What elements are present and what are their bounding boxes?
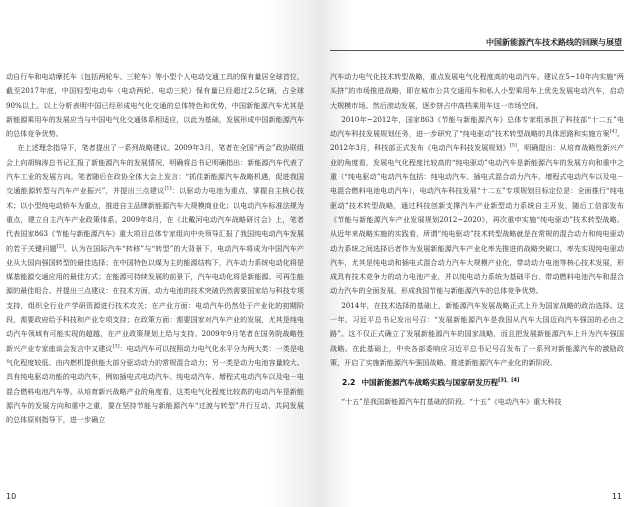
- left-paragraph-2-text-d: ：电动汽车可以按照动力电气化水平分为两大类：一类是电气化程度较低、由内燃机提供能大部分驱动动力的常规混合动力；另一类是动力电池容量较大、具有纯电驱动功能的电动汽车，例如插电式电动汽车、纯电动汽车、增程式电动汽车以及电－电混合燃料电池汽车等。从培育新兴战略产业的角度看，这类电气化程度比较高的电动汽车是新能源汽车的发展方向和重中之重，要在坚持节能与新能源汽车“过渡与转型”并行互动、共同发展的总体原则指导下，进一步确立: [6, 343, 305, 425]
- left-paragraph-2-text-b: ：以驱动力电池为重点，掌握自主核心技术；以小型纯电动轿车为重点，推进自主品牌新能源汽车大规模商业化；以电动汽车标准法规为重点，建立自主汽车产业政策体系。2009年8月，在《北戴河电动汽车战略研讨会》上，笔者代表国家863《节能与新能源汽车》重大项目总体专家组向中央领导汇报了我国纯电动汽车发展的若干关键问题: [6, 186, 304, 253]
- left-paragraph-1-text: 动自行车和电动摩托车（包括两轮车、三轮车）等小型个人电动交通工具的保有量居全球首位，截至2017年底，中国轻型电动车（电动两轮、电动三轮）保有量已经超过2.5亿辆，占全球90%以上。以上分析表明中国已经形成电气化交通的总体特色和优势，中国新能源汽车尤其是新能源乘用车的发展应当与中国电气化交通体系相适应，以此为基础，发展形成中国新能源汽车的总体竞争优势。: [6, 72, 304, 139]
- right-paragraph-2-text: 2010年~2012年，国家863《节能与新能源汽车》总体专家组承担了科技部“十二五”电动汽车科技发展规划任务，进一步研究了“纯电驱动”技术转型战略的具体思路和实施方案: [330, 114, 624, 139]
- right-page-body: [330, 70, 624, 410]
- right-paragraph-2: [330, 113, 624, 299]
- header-rule: [330, 50, 624, 51]
- running-header: 中国新能源汽车技术路线的回顾与展望: [486, 38, 622, 47]
- left-page-body: [6, 70, 304, 427]
- right-paragraph-2-text-b: 。2012年3月，科技部正式发布《电动汽车科技发展规划》: [330, 129, 624, 153]
- right-paragraph-1: [330, 70, 624, 113]
- left-paragraph-2-text-c: 。认为在国际汽车“转移”与“转型”的大背景下，电动汽车将成为中国汽车产业从大国向强国转型的最佳选择；在中国特色以煤为主的能源结构下，汽车动力系统电动化将是煤基能源交通应用的最佳方式；在能源可持续发展的前景下，汽车电动化将是新能源、可再生能源的最佳组合。并提出三点建议：在技术方面，动力电池的技术突破仍然需要国家给与科技专项支持，组织全行业产学研资源进行技术攻关；在产业方面：电动汽车仍然处于产业化的初期阶段，需要政府给予科技和产业专项支持；在政策方面：需要国家对汽车产业的发展，尤其是纯电动汽车领域有可能实现的超越，在产业政策规划上给与支持。2009年9月笔者在国务院战略性新兴产业专家座谈会发言中又建议: [6, 243, 304, 353]
- right-paragraph-3: [330, 299, 624, 370]
- section-heading: [342, 377, 624, 389]
- right-paragraph-1-text: 汽车动力电气化技术转型战略，重点发展电气化程度高的电动汽车。建议在5~10年内实施“两头挤”的市场推进战略，即在城市公共交通用车和私人小型乘用车上优先发展电动汽车，启动大规模市场。然后滚动发展，逐步挤占中高档乘用车这一市场空间。: [330, 72, 624, 110]
- citation-2: [2]: [56, 243, 64, 250]
- left-paragraph-2: [6, 141, 304, 427]
- citation-4: [4]: [609, 128, 617, 135]
- citation-3: [3]: [112, 343, 120, 350]
- right-paragraph-2-text-c: ，明确提出：从培育战略性新兴产业的角度看，发展电气化程度比较高的“纯电驱动”电动汽车是新能源汽车的发展方向和重中之重（“纯电驱动”电动汽车包括：纯电动汽车、插电式混合动力汽车、增程式电动汽车以及电－电混合燃料电池电动汽车），电动汽车科技发展“十二五”专项规划目标定位是：全面推行“纯电驱动”技术转型战略，通过科技创新支撑汽车产业新型动力系统自主开发，随后工信部发布《节能与新能源汽车产业发展规划2012~2020》，再次重申实施“纯电驱动”技术转型战略。从近年来战略实施的实践看，所谓“纯电驱动”技术转型战略就是在常规的混合动力和纯电驱动动力系统之间选择后者作为发展新能源汽车产业化率先推进的战略突破口，率先实现纯电驱动汽车，尤其是纯电动和插电式混合动力汽车大规模产业化，带动动力电池等核心技术发展，形成具有技术竞争力的动力电池产业，并以纯电动力系统为基础平台，带动燃料电池汽车和混合动力汽车的全面发展，形成我国节能与新能源汽车的总体竞争优势。: [330, 143, 624, 296]
- right-page: [316, 0, 632, 507]
- section-citation: [3]，[4]: [498, 377, 520, 384]
- right-page-number: 11: [611, 492, 622, 501]
- right-paragraph-4: [330, 395, 624, 409]
- left-paragraph-1: [6, 70, 304, 141]
- citation-1: [1]: [164, 186, 172, 193]
- right-paragraph-3-text: 2014年，在技术选择的基础上，新能源汽车发展战略正式上升为国家战略的政治选择。这一年，习近平总书记发出号召：“发展新能源汽车是我国从汽车大国迈向汽车强国的必由之路”。这不仅正式确立了发展新能源汽车的国家战略，而且把发展新能源汽车上升为汽车强国战略。在此基础上，中央各部委响应习近平总书记号召发布了一系列对新能源汽车的激励政策，开启了实施新能源汽车强国战略、推进新能源汽车产业化的新阶段。: [330, 300, 624, 367]
- left-paragraph-2-text: 在上述理念指导下，笔者提出了一系列战略建议。2009年3月，笔者在全国“两会”政协联组会上向胡锦涛总书记汇报了新能源汽车的发展情况，明确将总书记明确指出：新能源汽车代表了汽车工业的发展方向。笔者随后在政协全体大会上发言：“抓住新能源汽车战略机遇，促进我国交通能源转型与汽车产业振兴”，并提出三点建议: [6, 143, 304, 196]
- section-title: 中国新能源汽车战略实践与国家研发历程: [361, 378, 499, 388]
- section-number: 2.2: [342, 378, 356, 388]
- right-paragraph-4-text: “十五”是我国新能源汽车打基础的阶段。“十五”《电动汽车》重大科技: [341, 397, 562, 407]
- citation-5: [5]: [509, 143, 517, 150]
- left-page-number: 10: [6, 492, 17, 501]
